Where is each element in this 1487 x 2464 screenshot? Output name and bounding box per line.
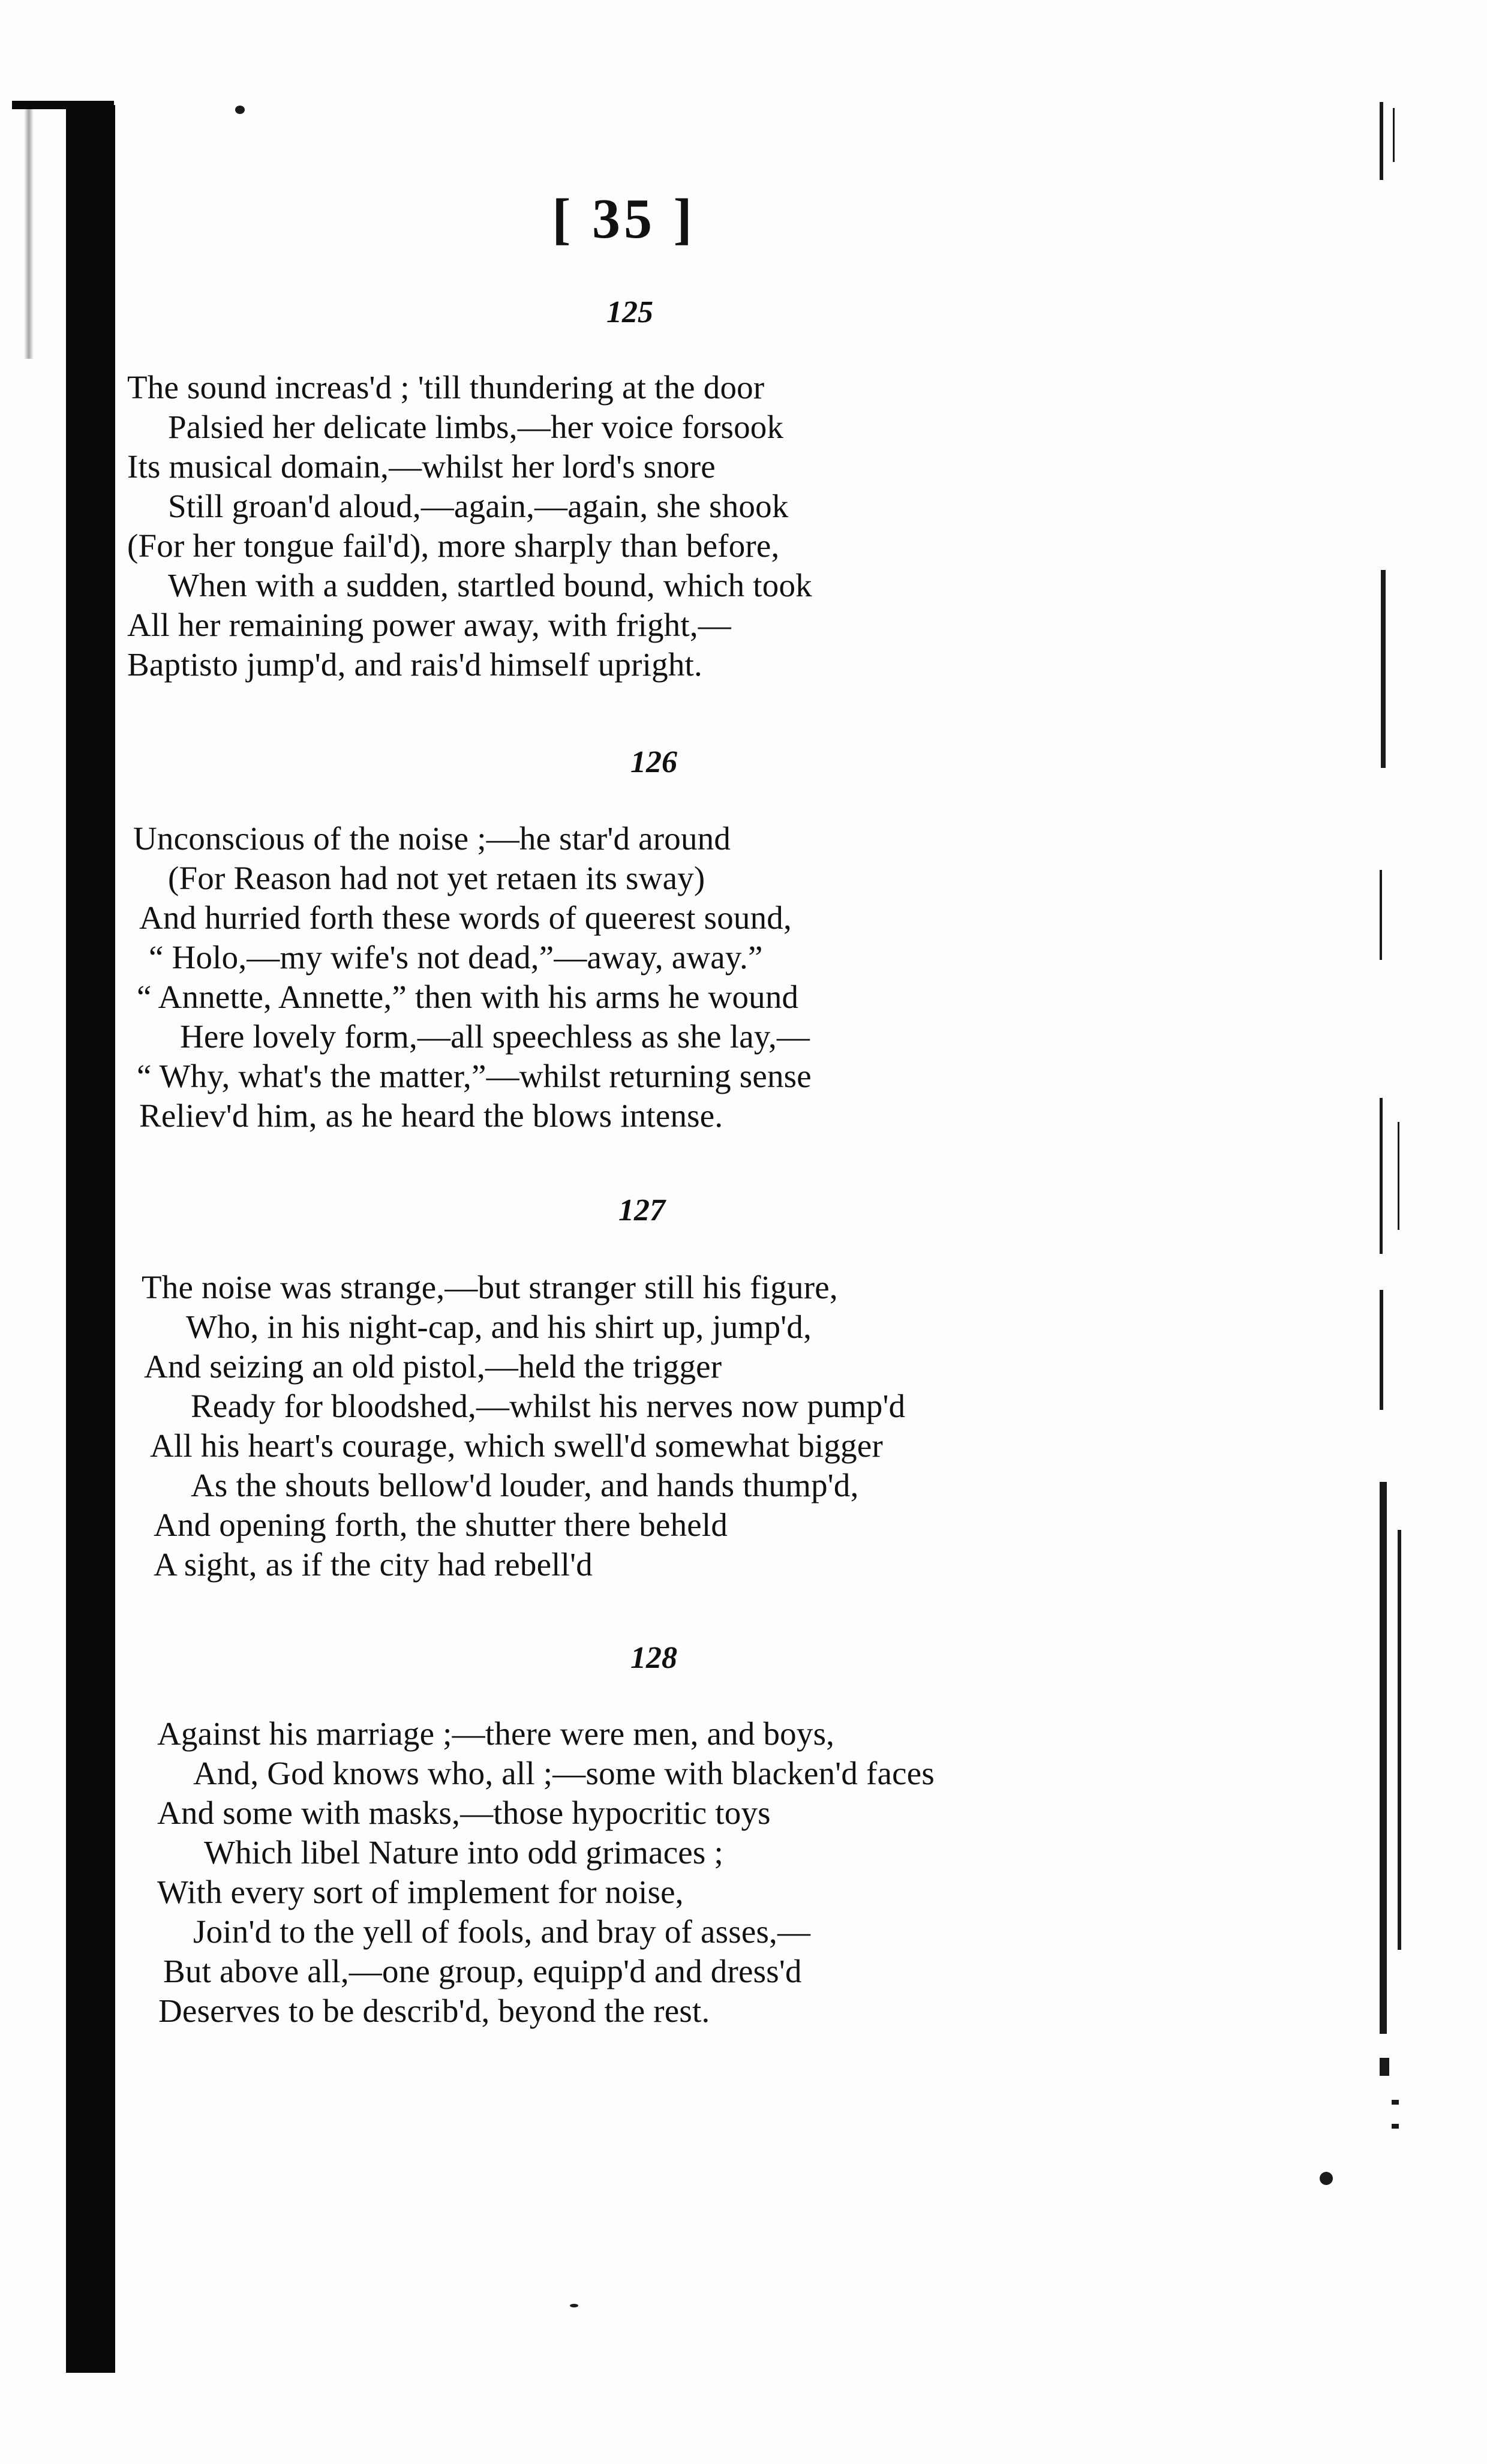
stanza-number: 127 — [618, 1193, 665, 1228]
verse-line: “ Why, what's the matter,”—whilst returning sense — [137, 1058, 812, 1094]
verse-line: All his heart's courage, which swell'd somewhat bigger — [150, 1427, 883, 1464]
verse-line: “ Annette, Annette,” then with his arms he wound — [137, 979, 799, 1015]
ink-speck — [570, 2304, 578, 2307]
verse-line: Deserves to be describ'd, beyond the rest. — [158, 1992, 710, 2029]
ink-speck — [235, 106, 245, 114]
verse-line: When with a sudden, startled bound, which took — [168, 567, 812, 604]
verse-line: The noise was strange,—but stranger still his figure, — [142, 1269, 838, 1305]
verse-line: Baptisto jump'd, and rais'd himself upright. — [127, 646, 702, 683]
ink-speck — [1320, 2172, 1333, 2185]
verse-line: “ Holo,—my wife's not dead,”—away, away.” — [149, 939, 763, 976]
verse-line: And some with masks,—those hypocritic toys — [157, 1794, 771, 1831]
verse-line: (For Reason had not yet retaen its sway) — [168, 860, 705, 896]
verse-line: Unconscious of the noise ;—he star'd around — [133, 820, 731, 857]
stanza-number: 125 — [606, 295, 653, 329]
verse-line: Still groan'd aloud,—again,—again, she shook — [168, 488, 789, 524]
verse-line: Which libel Nature into odd grimaces ; — [204, 1834, 723, 1871]
verse-line: Palsied her delicate limbs,—her voice forsook — [168, 409, 784, 445]
verse-line: And seizing an old pistol,—held the trigger — [144, 1348, 722, 1385]
verse-line: Its musical domain,—whilst her lord's snore — [127, 448, 716, 485]
verse-line: Ready for bloodshed,—whilst his nerves now pump'd — [191, 1388, 906, 1424]
verse-line: The sound increas'd ; 'till thundering at the door — [127, 369, 765, 406]
verse-line: But above all,—one group, equipp'd and dress'd — [163, 1953, 802, 1989]
verse-line: As the shouts bellow'd louder, and hands thump'd, — [191, 1467, 859, 1503]
verse-line: Reliev'd him, as he heard the blows intense. — [139, 1097, 723, 1134]
verse-line: And opening forth, the shutter there beheld — [154, 1506, 728, 1543]
verse-line: With every sort of implement for noise, — [157, 1874, 684, 1910]
verse-line: A sight, as if the city had rebell'd — [154, 1546, 593, 1583]
verse-line: Against his marriage ;—there were men, and boys, — [157, 1715, 835, 1752]
verse-line: Join'd to the yell of fools, and bray of asses,— — [193, 1913, 811, 1950]
stanza-number: 128 — [630, 1641, 677, 1675]
stanza-number: 126 — [630, 745, 677, 779]
verse-line: And, God knows who, all ;—some with blacken'd faces — [193, 1755, 935, 1791]
verse-line: Here lovely form,—all speechless as she lay,— — [180, 1018, 810, 1055]
page-number: [ 35 ] — [552, 188, 696, 250]
verse-line: And hurried forth these words of queerest sound, — [139, 899, 792, 936]
binding-edge — [66, 105, 115, 2373]
verse-line: All her remaining power away, with fright,— — [127, 607, 731, 643]
page-edge-noise — [1380, 102, 1422, 2052]
verse-line: Who, in his night-cap, and his shirt up, jump'd, — [186, 1308, 812, 1345]
verse-line: (For her tongue fail'd), more sharply than before, — [127, 527, 780, 564]
binding-shadow — [24, 107, 34, 359]
